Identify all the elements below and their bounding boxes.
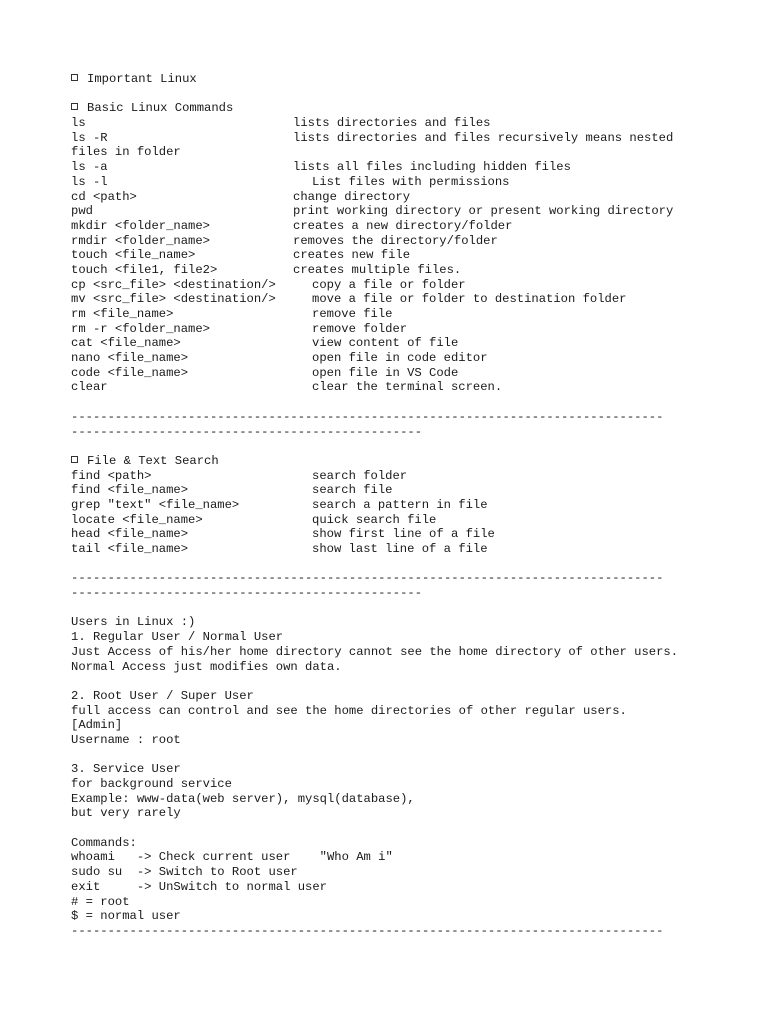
command-name: cd <path> bbox=[71, 189, 137, 204]
user-prompt-note: $ = normal user bbox=[71, 909, 181, 924]
command-description: search folder bbox=[312, 468, 408, 483]
command-description: search a pattern in file bbox=[312, 497, 488, 512]
root-user-title: 2. Root User / Super User bbox=[71, 688, 254, 703]
command-description: creates new file bbox=[293, 248, 411, 263]
separator-line: --------------------------------------------------------------------------------- bbox=[71, 409, 664, 424]
command-row bbox=[71, 292, 761, 307]
command-name: mkdir <folder_name> bbox=[71, 218, 210, 233]
document-title bbox=[71, 72, 761, 87]
command-description: quick search file bbox=[312, 512, 437, 527]
command-row bbox=[71, 498, 761, 513]
service-user-title: 3. Service User bbox=[71, 762, 181, 777]
square-bullet-icon bbox=[71, 456, 78, 463]
command-row bbox=[71, 469, 761, 484]
command-description: remove file bbox=[312, 307, 393, 321]
command-name: tail <file_name> bbox=[71, 542, 189, 556]
regular-user-text: Normal Access just modifies own data. bbox=[71, 659, 342, 674]
command-row bbox=[71, 263, 761, 278]
command-name: head <file_name> bbox=[71, 527, 189, 542]
command-row bbox=[71, 351, 761, 366]
root-user-text: full access can control and see the home directories of other regular users. bbox=[71, 703, 627, 718]
command-description: open file in VS Code bbox=[312, 365, 459, 380]
command-name: rm <file_name> bbox=[71, 307, 174, 321]
command-name: ls -R bbox=[71, 130, 108, 145]
command-name: touch <file1, file2> bbox=[71, 262, 218, 277]
command-row bbox=[71, 307, 761, 322]
command-row bbox=[71, 366, 761, 381]
service-user-text: but very rarely bbox=[71, 806, 181, 821]
command-description: show first line of a file bbox=[312, 527, 495, 542]
service-user-text: for background service bbox=[71, 777, 232, 791]
command-name: ls -l bbox=[71, 174, 108, 189]
command-description: show last line of a file bbox=[312, 542, 488, 556]
command-name: code <file_name> bbox=[71, 365, 189, 380]
command-description: move a file or folder to destination folder bbox=[312, 292, 627, 307]
command-description: List files with permissions bbox=[312, 174, 510, 189]
command-name: rm -r <folder_name> bbox=[71, 321, 210, 336]
commands-title: Commands: bbox=[71, 835, 137, 850]
command-row bbox=[71, 160, 761, 175]
command-row bbox=[71, 190, 761, 205]
document-title-text: Important Linux bbox=[87, 72, 197, 86]
command-name: rmdir <folder_name> bbox=[71, 233, 210, 248]
command-name: cp <src_file> <destination/> bbox=[71, 277, 276, 292]
command-description: remove folder bbox=[312, 321, 408, 336]
command-row bbox=[71, 542, 761, 557]
command-description: lists directories and files bbox=[293, 116, 491, 131]
separator-line: ------------------------------------------------ bbox=[71, 424, 423, 439]
command-name: pwd bbox=[71, 204, 93, 219]
command-name: nano <file_name> bbox=[71, 351, 189, 366]
command-description: lists all files including hidden files bbox=[293, 160, 571, 175]
command-sudo-su: sudo su -> Switch to Root user bbox=[71, 865, 298, 880]
command-whoami: whoami -> Check current user "Who Am i" bbox=[71, 850, 393, 865]
command-description-wrap: files in folder bbox=[71, 145, 181, 160]
basic-commands-heading-text: Basic Linux Commands bbox=[87, 101, 234, 116]
root-prompt-note: # = root bbox=[71, 894, 130, 909]
search-heading-text: File & Text Search bbox=[87, 453, 219, 468]
root-user-text: Username : root bbox=[71, 732, 181, 747]
command-name: cat <file_name> bbox=[71, 336, 181, 351]
command-row bbox=[71, 248, 761, 263]
basic-commands-heading bbox=[71, 101, 761, 116]
command-name: find <file_name> bbox=[71, 483, 189, 498]
command-row bbox=[71, 380, 761, 395]
command-row bbox=[71, 278, 761, 293]
command-row bbox=[71, 145, 761, 160]
root-user-text: [Admin] bbox=[71, 718, 123, 733]
command-description: change directory bbox=[293, 189, 411, 204]
command-row bbox=[71, 527, 761, 542]
command-row bbox=[71, 175, 761, 190]
command-description: removes the directory/folder bbox=[293, 233, 498, 248]
command-name: clear bbox=[71, 380, 108, 395]
separator-line: ------------------------------------------------ bbox=[71, 586, 423, 601]
command-description: view content of file bbox=[312, 336, 459, 351]
separator-line: --------------------------------------------------------------------------------- bbox=[71, 923, 664, 938]
command-name: mv <src_file> <destination/> bbox=[71, 292, 276, 307]
command-row bbox=[71, 219, 761, 234]
command-description: lists directories and files recursively means nested bbox=[293, 130, 674, 145]
command-description: search file bbox=[312, 483, 393, 498]
document-page bbox=[71, 72, 761, 939]
command-name: ls -a bbox=[71, 160, 108, 175]
command-row bbox=[71, 204, 761, 219]
command-row bbox=[71, 483, 761, 498]
separator-line: --------------------------------------------------------------------------------- bbox=[71, 571, 664, 586]
users-heading: Users in Linux :) bbox=[71, 615, 196, 630]
command-name: find <path> bbox=[71, 468, 152, 483]
command-description: creates multiple files. bbox=[293, 262, 462, 277]
command-row bbox=[71, 322, 761, 337]
command-description: open file in code editor bbox=[312, 351, 488, 366]
command-row bbox=[71, 513, 761, 528]
command-name: locate <file_name> bbox=[71, 512, 203, 527]
command-description: copy a file or folder bbox=[312, 277, 466, 292]
command-row bbox=[71, 234, 761, 249]
regular-user-title: 1. Regular User / Normal User bbox=[71, 630, 284, 645]
search-commands-list bbox=[71, 469, 761, 557]
service-user-text: Example: www-data(web server), mysql(database), bbox=[71, 791, 415, 806]
command-exit: exit -> UnSwitch to normal user bbox=[71, 879, 327, 894]
command-description: print working directory or present working directory bbox=[293, 204, 674, 219]
square-bullet-icon bbox=[71, 74, 78, 81]
command-row bbox=[71, 336, 761, 351]
command-name: grep "text" <file_name> bbox=[71, 497, 240, 512]
square-bullet-icon bbox=[71, 103, 78, 110]
command-row bbox=[71, 116, 761, 131]
command-name: touch <file_name> bbox=[71, 248, 196, 263]
command-description: creates a new directory/folder bbox=[293, 218, 513, 233]
search-heading bbox=[71, 454, 761, 469]
command-name: ls bbox=[71, 116, 86, 131]
command-description: clear the terminal screen. bbox=[312, 380, 503, 395]
command-row bbox=[71, 131, 761, 146]
basic-commands-list bbox=[71, 116, 761, 395]
regular-user-text: Just Access of his/her home directory cannot see the home directory of other users. bbox=[71, 644, 679, 659]
